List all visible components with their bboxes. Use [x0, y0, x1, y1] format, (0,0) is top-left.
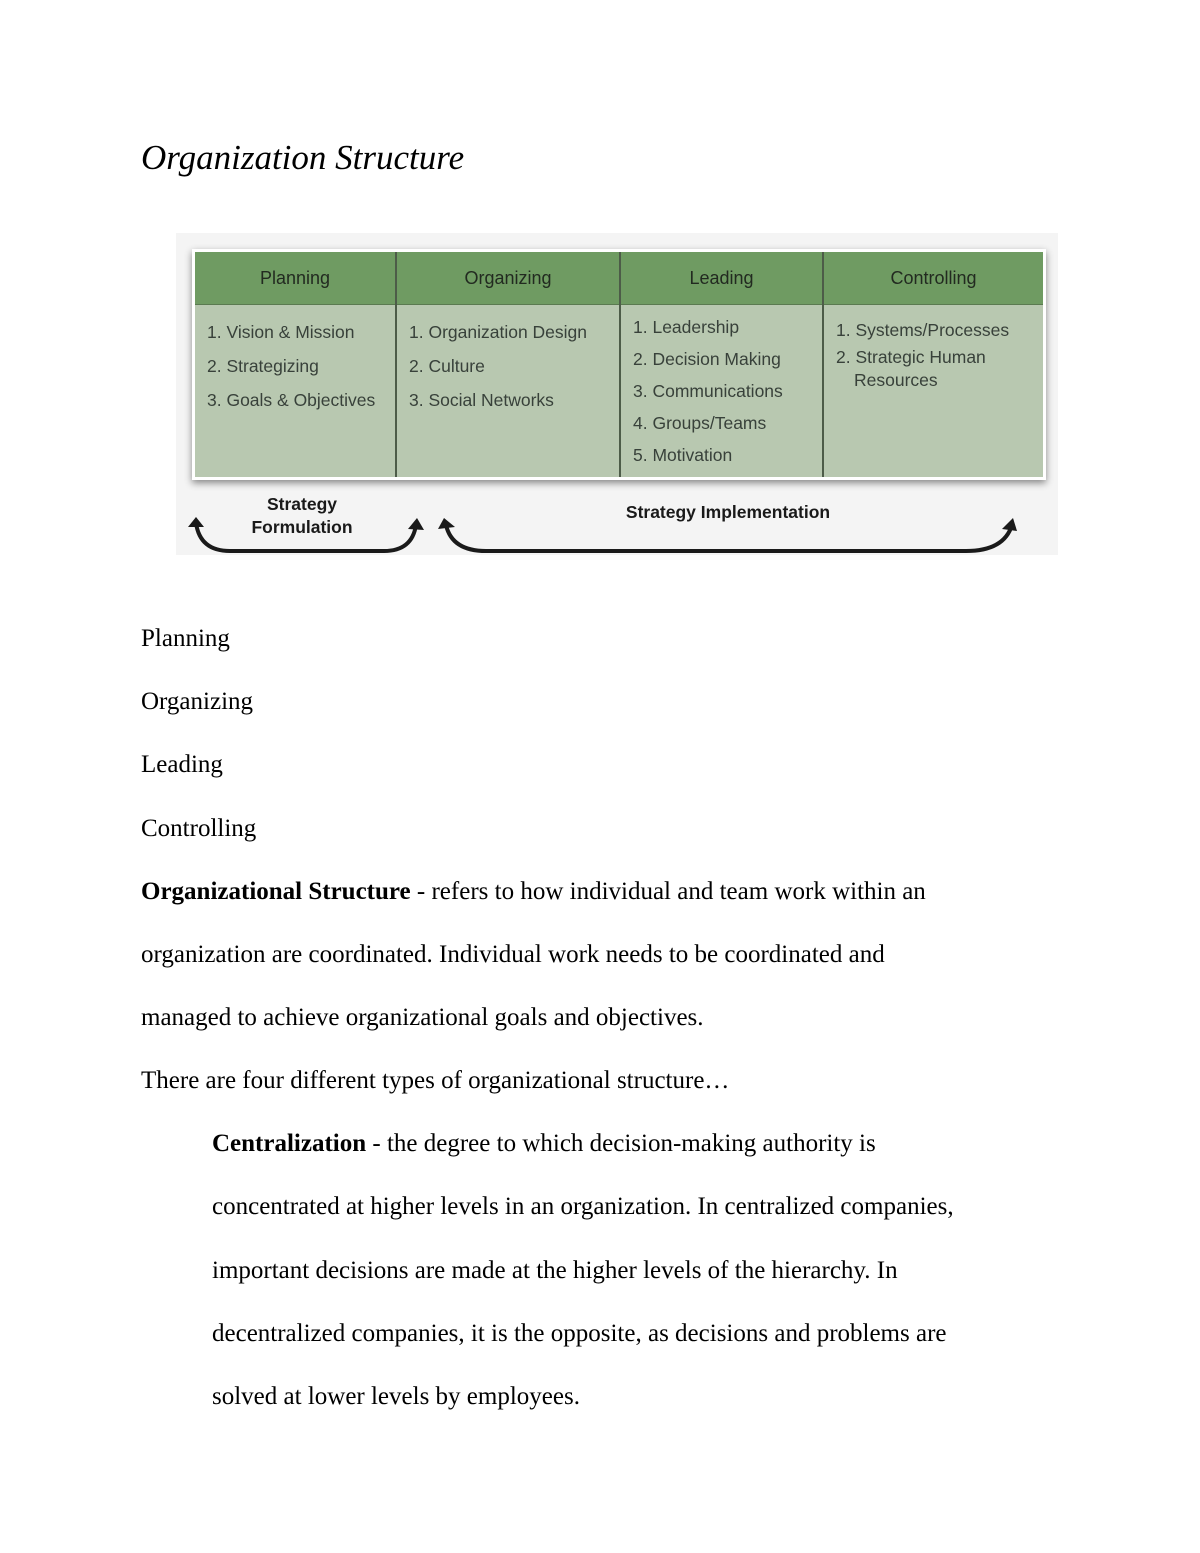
- strategy-formulation-label: [232, 493, 372, 539]
- list-item: 5. Motivation: [633, 445, 733, 465]
- list-item: Planning: [141, 625, 230, 652]
- list-item: 1. Systems/Processes: [836, 320, 1010, 340]
- intro-paragraph: There are four different types of organizational structure…: [141, 1067, 730, 1094]
- list-item: 3. Social Networks: [409, 390, 554, 410]
- list-item: 2. Culture: [409, 356, 485, 376]
- list-item: 2. Strategizing: [207, 356, 319, 376]
- arrowhead-icon: [438, 518, 455, 529]
- list-item: 4. Groups/Teams: [633, 413, 767, 433]
- list-item: 1. Vision & Mission: [207, 322, 355, 342]
- centralization-term: Centralization: [212, 1130, 367, 1157]
- definition-line: managed to achieve organizational goals and objectives.: [141, 1004, 704, 1031]
- centralization-line: decentralized companies, it is the opposite, as decisions and problems are: [212, 1320, 947, 1347]
- centralization-line: concentrated at higher levels in an organization. In centralized companies,: [212, 1193, 954, 1220]
- list-item: 1. Organization Design: [409, 322, 588, 342]
- list-item: 2. Strategic Human: [836, 347, 986, 367]
- centralization-line: [212, 1129, 876, 1159]
- definition-term: Organizational Structure: [141, 878, 411, 905]
- column-header-leading: Leading: [621, 252, 822, 305]
- centralization-line: important decisions are made at the higher levels of the hierarchy. In: [212, 1257, 898, 1284]
- centralization-line: solved at lower levels by employees.: [212, 1383, 580, 1410]
- column-header-planning: Planning: [195, 252, 395, 305]
- list-item: Leading: [141, 751, 223, 778]
- arrowhead-icon: [1002, 518, 1017, 531]
- definition-line: [141, 877, 926, 907]
- column-header-organizing: Organizing: [397, 252, 619, 305]
- formulation-label-line1: Strategy: [266, 494, 338, 514]
- implementation-arrow: [446, 525, 1012, 551]
- list-item: Organizing: [141, 688, 254, 715]
- formulation-label-line2: Formulation: [251, 517, 353, 537]
- list-item: 3. Communications: [633, 381, 783, 401]
- arrowhead-icon: [188, 517, 204, 527]
- strategy-implementation-label: Strategy Implementation: [625, 502, 831, 522]
- column-header-controlling: Controlling: [824, 252, 1043, 305]
- definition-text: - refers to how individual and team work within an: [410, 878, 926, 905]
- definition-line: organization are coordinated. Individual work needs to be coordinated and: [141, 941, 885, 968]
- list-item-continuation: Resources: [854, 370, 938, 390]
- list-item: 2. Decision Making: [633, 349, 781, 369]
- centralization-text: - the degree to which decision-making authority is: [366, 1130, 876, 1157]
- list-item: 1. Leadership: [633, 317, 740, 337]
- page-title: Organization Structure: [141, 138, 465, 177]
- list-item: Controlling: [141, 815, 257, 842]
- arrowhead-icon: [408, 518, 424, 530]
- management-functions-figure: [176, 233, 1058, 555]
- list-item: 3. Goals & Objectives: [207, 390, 376, 410]
